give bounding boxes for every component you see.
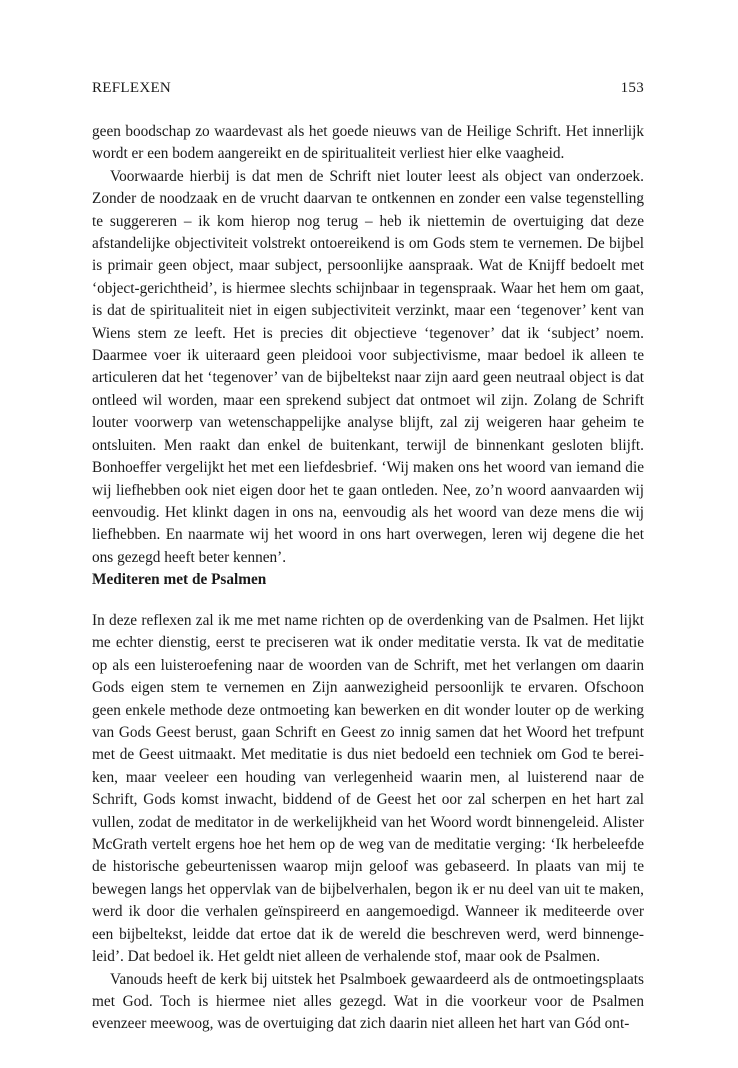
- paragraph: In deze reflexen zal ik me met name richten op de overdenking van de Psalmen. Het lijkt me echter dienstig, eerst te preciseren wat ik onder meditatie versta. Ik vat de meditatie op als een luisteroefening naar de woorden van de Schrift, met het verlangen om daarin Gods eigen stem te vernemen en Zijn aanwezigheid persoonlijk te ervaren. Ofschoon geen enkele methode deze ontmoeting kan bewerken en dit wonder louter op de werking van Gods Geest berust, gaan Schrift en Geest zo innig samen dat het Woord het trefpunt met de Geest uitmaakt. Met meditatie is dus niet bedoeld een techniek om God te bereiken, maar veeleer een houding van verlegenheid waarin men, al luisterend naar de Schrift, Gods komst inwacht, biddend of de Geest het oor zal scherpen en het hart zal vullen, zodat de meditator in de werkelijkheid van het Woord wordt binnengeleid. Alister McGrath vertelt ergens hoe het hem op de weg van de meditatie verging: ‘Ik herbeleefde de historische gebeurtenissen waarop mijn geloof was gebaseerd. In plaats van mij te bewegen langs het oppervlak van de bijbelverhalen, begon ik er nu deel van uit te maken, werd ik door die verhalen geïnspireerd en aangemoedigd. Wanneer ik mediteerde over een bijbeltekst, leidde dat ertoe dat ik de wereld die beschreven werd, werd binnengeleid’. Dat bedoel ik. Het geldt niet alleen de verhalende stof, maar ook de Psalmen.: [92, 612, 644, 966]
- page-number: 153: [620, 80, 644, 96]
- running-title: REFLEXEN: [92, 80, 172, 96]
- body-text-section-1: [92, 121, 644, 569]
- paragraph: Voorwaarde hierbij is dat men de Schrift niet louter leest als object van onderzoek. Zonder de noodzaak en de vrucht daarvan te ontkennen en zonder een valse tegenstelling te suggereren – ik kom hierop nog terug – heb ik niettemin de overtuiging dat deze afstandelijke objectiviteit volstrekt ontoereikend is om Gods stem te vernemen. De bijbel is primair geen object, maar subject, persoonlijke aanspraak. Wat de Knijff bedoelt met ‘object-gerichtheid’, is hiermee slechts schijnbaar in tegenspraak. Waar het hem om gaat, is dat de spiritualiteit niet in eigen subjectiviteit verzinkt, maar een ‘tegenover’ kent van Wiens stem ze leeft. Het is precies dit objectieve ‘tegenover’ dat ik ‘subject’ noem. Daarmee voer ik uiteraard geen pleidooi voor subjectivisme, maar bedoel ik alleen te articuleren dat het ‘tegenover’ van de bijbeltekst naar zijn aard geen neutraal object is dat ontleed wil worden, maar een sprekend subject dat ontmoet wil zijn. Zolang de Schrift louter voorwerp van wetenschappelijke analyse blijft, zal zij weigeren haar geheim te ontsluiten. Men raakt dan enkel de buitenkant, terwijl de binnenkant gesloten blijft. Bonhoeffer vergelijkt het met een liefdesbrief. ‘Wij maken ons het woord van iemand die wij liefhebben ook niet eigen door het te gaan ontleden. Nee, zo’n woord aanvaarden wij eenvoudig. Het klinkt dagen in ons na, eenvoudig als het woord van deze mens die wij liefhebben. En naarmate wij het woord in ons hart overwegen, leren wij degene die het ons gezegd heeft beter kennen’.: [92, 167, 644, 566]
- paragraph: geen boodschap zo waardevast als het goede nieuws van de Heilige Schrift. Het innerlijk wordt er een bodem aangereikt en de spiritualiteit verliest hier elke vaagheid.: [92, 123, 644, 163]
- running-header: [92, 78, 644, 98]
- paragraph: Vanouds heeft de kerk bij uitstek het Psalmboek gewaardeerd als de ontmoetingsplaats met God. Toch is hiermee niet alles gezegd. Wat in die voorkeur voor de Psalmen evenzeer meewoog, was de overtuiging dat zich daarin niet alleen het hart van Gód ont-: [92, 970, 644, 1033]
- body-text-section-2: [92, 610, 644, 1036]
- section-heading: Mediteren met de Psalmen: [92, 571, 267, 588]
